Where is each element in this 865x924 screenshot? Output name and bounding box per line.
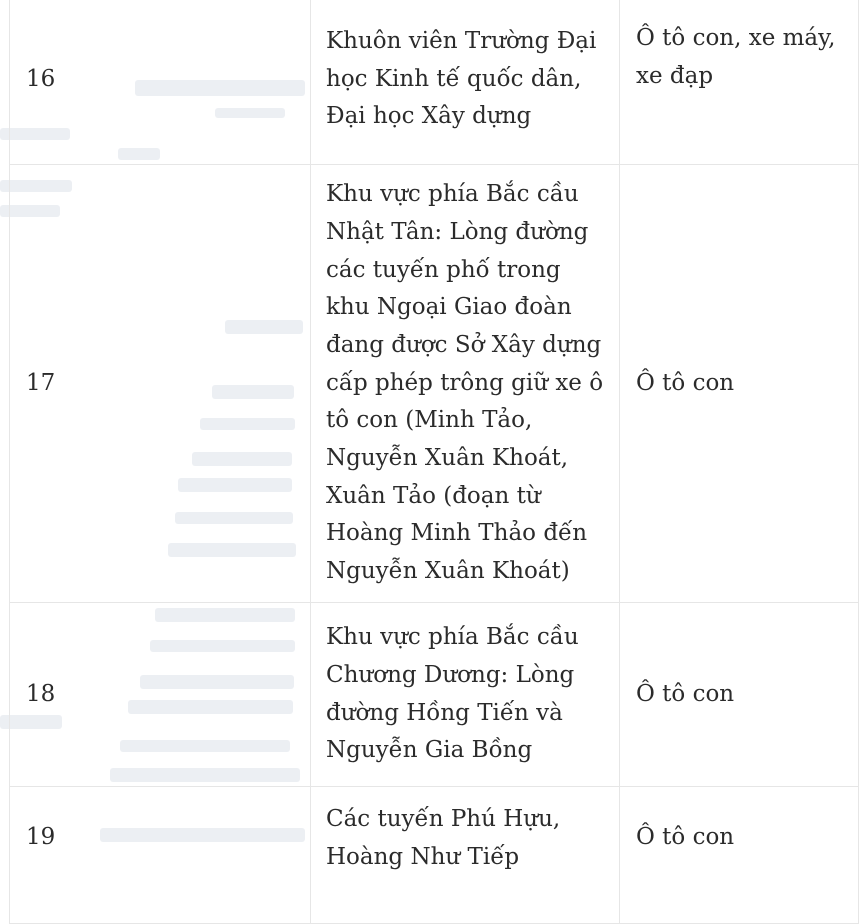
table-row: [10, 787, 859, 924]
row-number: 19: [10, 787, 311, 924]
row-number: 16: [10, 0, 311, 165]
vehicle-type-cell: Ô tô con: [620, 787, 859, 924]
location-cell: Các tuyến Phú Hựu, Hoàng Như Tiếp: [311, 787, 620, 924]
parking-locations-table: [9, 0, 859, 924]
location-cell: Khuôn viên Trường Đại học Kinh tế quốc dân, Đại học Xây dựng: [311, 0, 620, 165]
table-row: [10, 165, 859, 603]
vehicle-type-cell: Ô tô con, xe máy, xe đạp: [620, 0, 859, 165]
vehicle-type-cell: Ô tô con: [620, 165, 859, 603]
table-row: [10, 603, 859, 787]
row-number: 17: [10, 165, 311, 603]
location-cell: Khu vực phía Bắc cầu Nhật Tân: Lòng đường các tuyến phố trong khu Ngoại Giao đoàn đang được Sở Xây dựng cấp phép trông giữ xe ô tô con (Minh Tảo, Nguyễn Xuân Khoát, Xuân Tảo (đoạn từ Hoàng Minh Thảo đến Nguyễn Xuân Khoát): [311, 165, 620, 603]
location-cell: Khu vực phía Bắc cầu Chương Dương: Lòng đường Hồng Tiến và Nguyễn Gia Bồng: [311, 603, 620, 787]
table-row: [10, 0, 859, 165]
row-number: 18: [10, 603, 311, 787]
vehicle-type-cell: Ô tô con: [620, 603, 859, 787]
